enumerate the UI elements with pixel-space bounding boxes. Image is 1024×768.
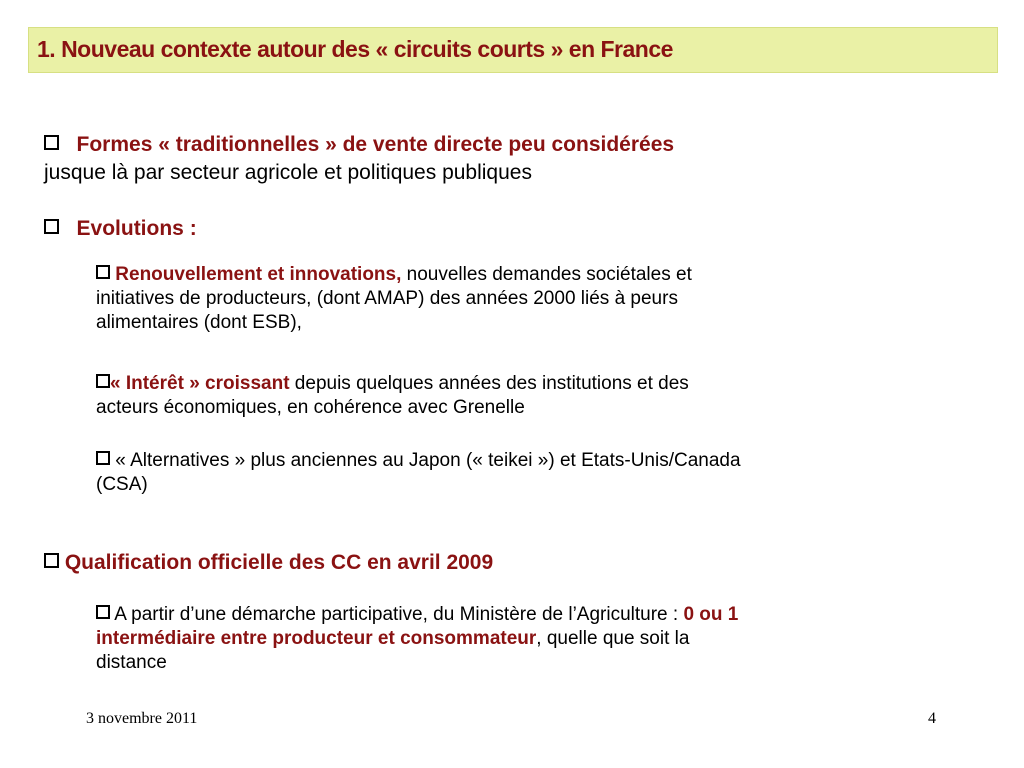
sub-bullet-interest bbox=[96, 372, 996, 420]
checkbox-bullet-icon bbox=[96, 605, 110, 619]
bullet-qualification-heading: Qualification officielle des CC en avril 2009 bbox=[64, 551, 494, 574]
sub-bullet-participative-highlight-1: 0 ou 1 bbox=[683, 604, 739, 625]
footer-page-number: 4 bbox=[928, 710, 936, 727]
sub-bullet-participative bbox=[96, 603, 1006, 675]
checkbox-bullet-icon bbox=[44, 135, 59, 150]
checkbox-bullet-icon bbox=[96, 374, 110, 388]
sub-bullet-renewal-text-1: nouvelles demandes sociétales et bbox=[401, 264, 692, 285]
sub-bullet-renewal bbox=[96, 263, 996, 335]
checkbox-bullet-icon bbox=[44, 553, 59, 568]
footer-date: 3 novembre 2011 bbox=[86, 710, 198, 727]
bullet-traditional-forms-text: jusque là par secteur agricole et politiques publiques bbox=[44, 161, 532, 184]
bullet-evolutions-heading: Evolutions : bbox=[76, 217, 197, 240]
sub-bullet-participative-text-2: , quelle que soit la bbox=[536, 628, 690, 649]
sub-bullet-renewal-text-3: alimentaires (dont ESB), bbox=[96, 312, 302, 333]
sub-bullet-interest-text-2: acteurs économiques, en cohérence avec Grenelle bbox=[96, 397, 525, 418]
sub-bullet-participative-highlight-2: intermédiaire entre producteur et consommateur bbox=[96, 628, 537, 649]
sub-bullet-renewal-text-2: initiatives de producteurs, (dont AMAP) des années 2000 liés à peurs bbox=[96, 288, 678, 309]
sub-bullet-alternatives-text-2: (CSA) bbox=[96, 474, 148, 495]
checkbox-bullet-icon bbox=[96, 451, 110, 465]
bullet-traditional-forms-heading: Formes « traditionnelles » de vente directe peu considérées bbox=[76, 133, 675, 156]
sub-bullet-alternatives-text-1: « Alternatives » plus anciennes au Japon (« teikei ») et Etats-Unis/Canada bbox=[110, 450, 741, 471]
sub-bullet-renewal-heading: Renouvellement et innovations, bbox=[115, 264, 402, 285]
title-bar bbox=[28, 27, 998, 73]
slide-title: 1. Nouveau contexte autour des « circuits courts » en France bbox=[37, 36, 673, 62]
sub-bullet-interest-heading: « Intérêt » croissant bbox=[110, 373, 290, 394]
bullet-traditional-forms bbox=[44, 131, 984, 187]
sub-bullet-alternatives bbox=[96, 449, 1006, 497]
bullet-evolutions bbox=[44, 215, 197, 243]
sub-bullet-interest-text-1: depuis quelques années des institutions et des bbox=[289, 373, 689, 394]
checkbox-bullet-icon bbox=[96, 265, 110, 279]
sub-bullet-participative-text-3: distance bbox=[96, 652, 167, 673]
bullet-qualification bbox=[44, 549, 493, 577]
checkbox-bullet-icon bbox=[44, 219, 59, 234]
sub-bullet-participative-text-1: A partir d’une démarche participative, du Ministère de l’Agriculture : bbox=[110, 604, 684, 625]
